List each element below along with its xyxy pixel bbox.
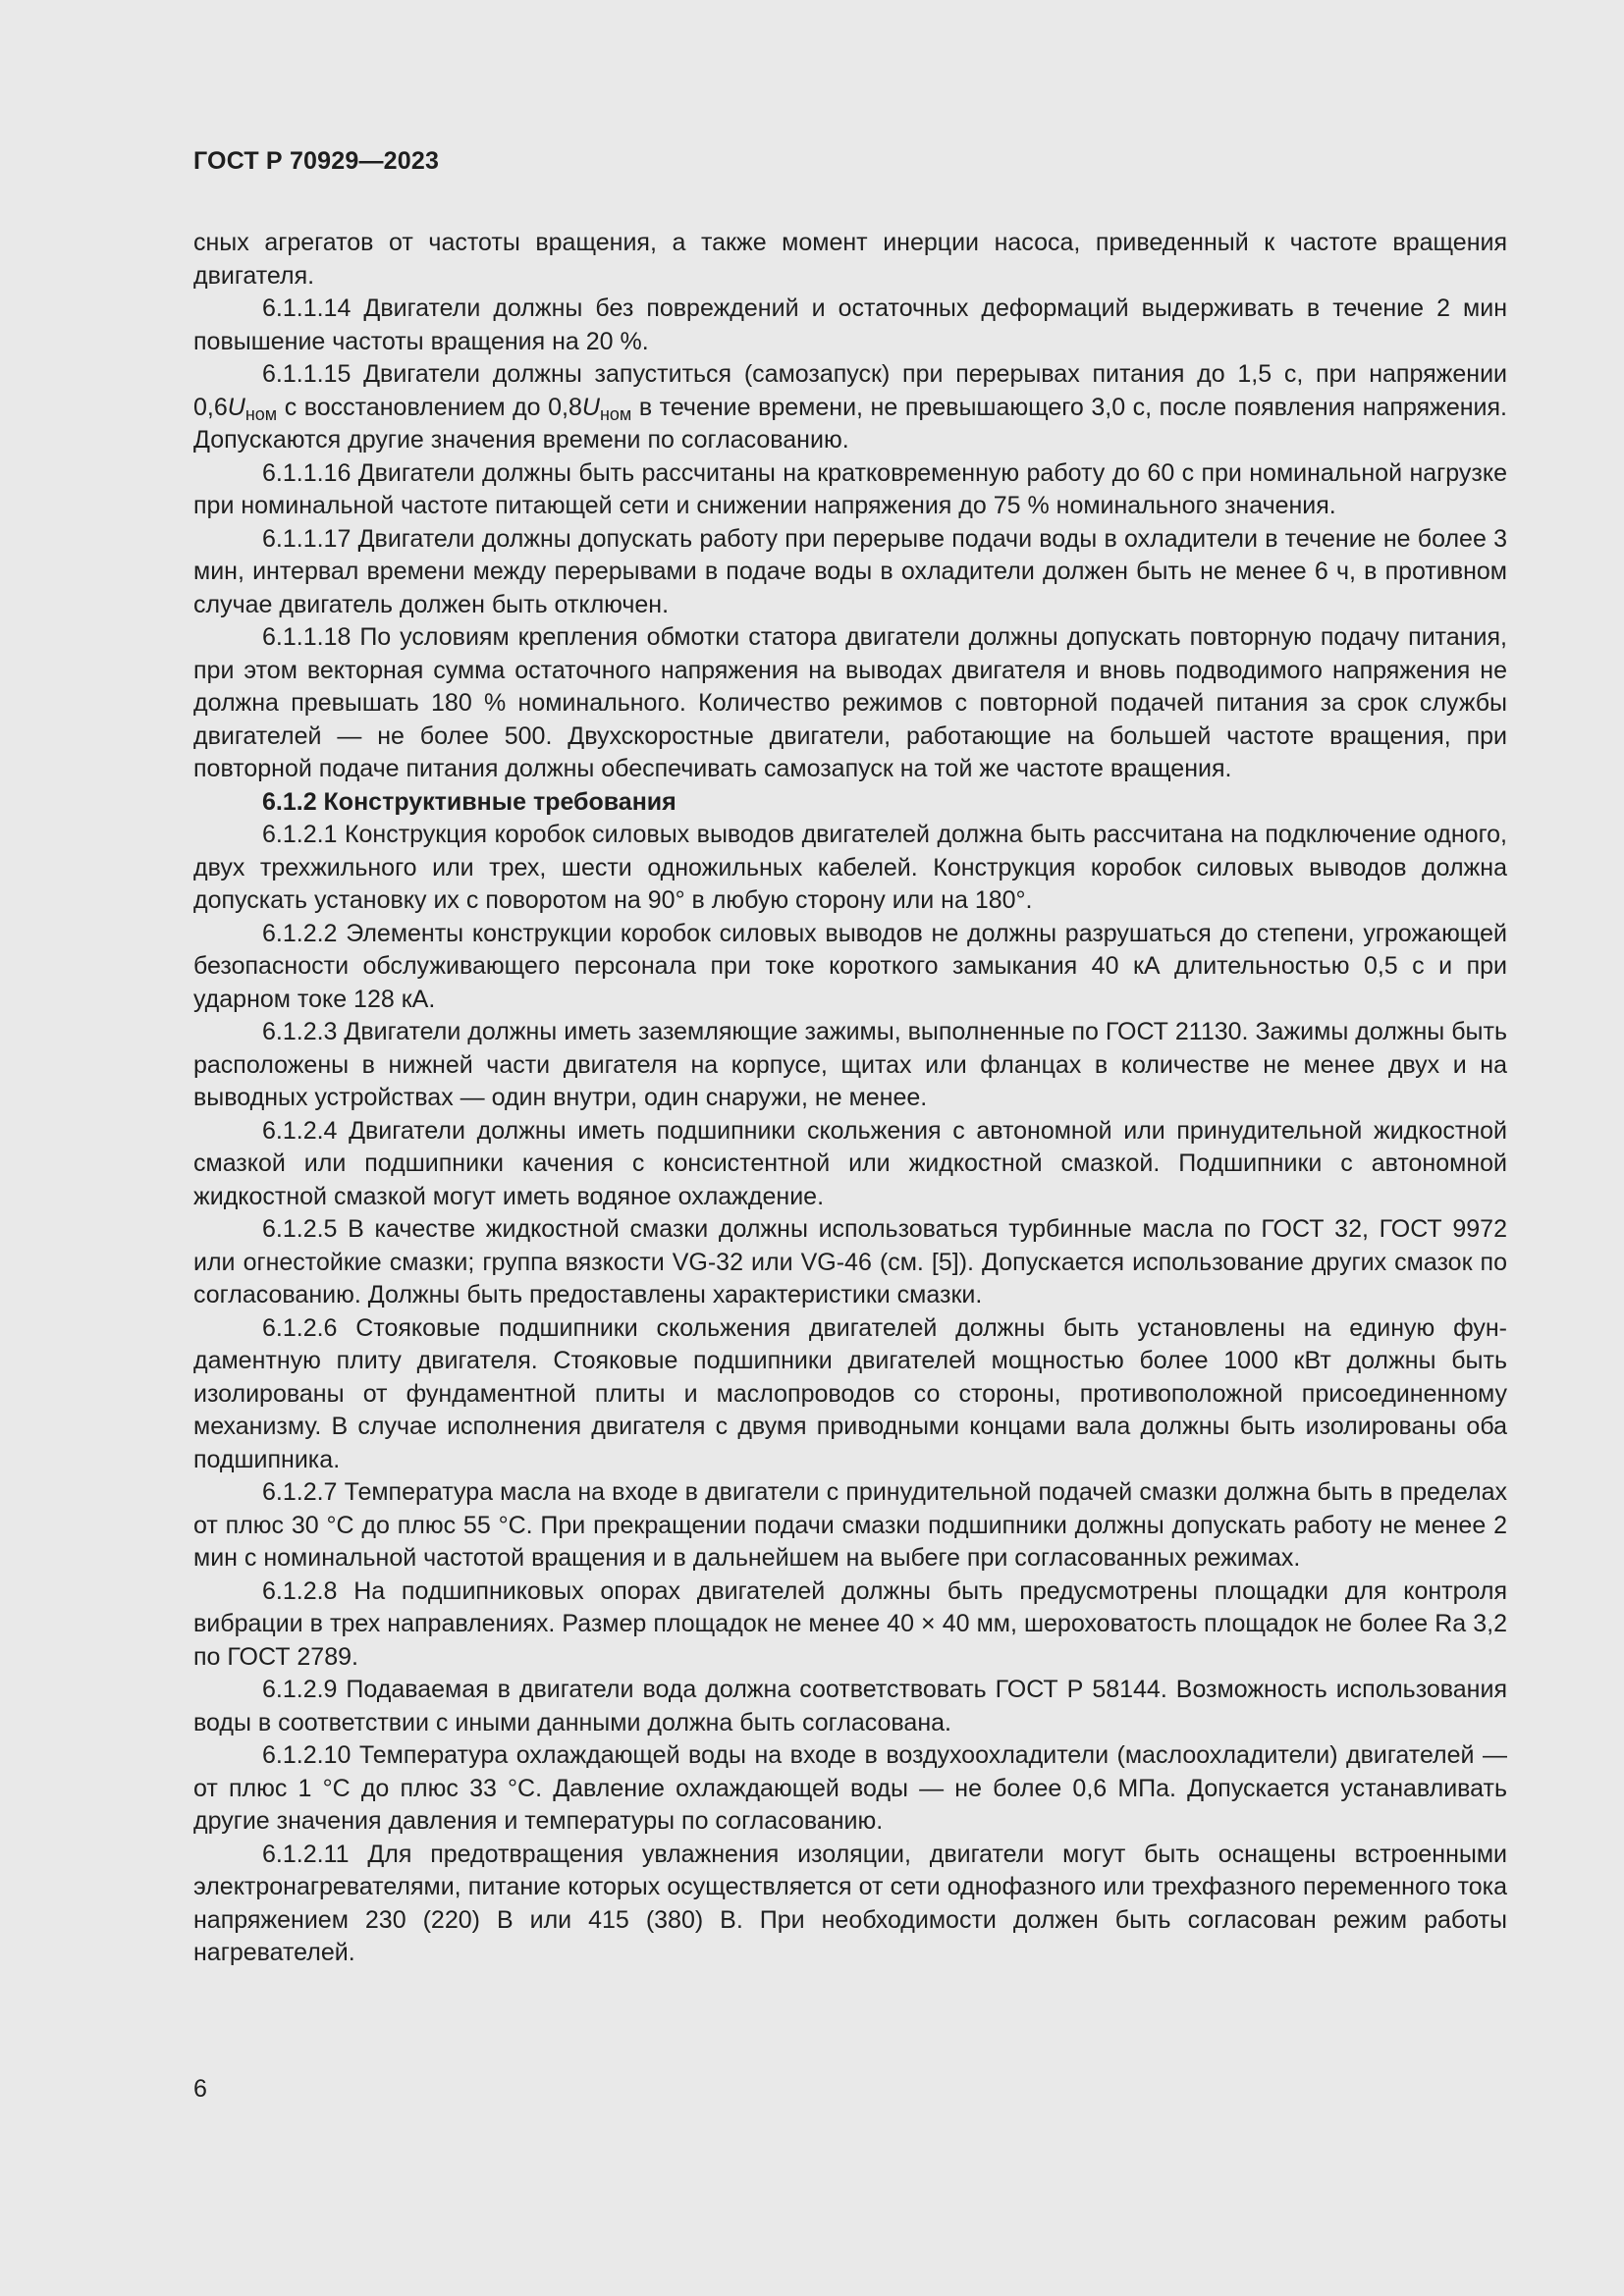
- paragraph-6-1-2-9: 6.1.2.9 Подаваемая в двигатели вода должна соответствовать ГОСТ Р 58144. Возможность использования воды в соответствии с иными данными должна быть согласована.: [193, 1676, 1507, 1736]
- section-heading-6-1-2: 6.1.2 Конструктивные требования: [262, 787, 677, 816]
- paragraph-6-1-2-1: 6.1.2.1 Конструкция коробок силовых выводов двигателей должна быть рассчитана на подключение одного, двух трехжильного или трех, шести одножильных кабелей. Конструкция коробок силовых выводов должна допускать установку их с поворотом на 90° в любую сторону или на 180°.: [193, 821, 1507, 914]
- paragraph-6-1-2-3: 6.1.2.3 Двигатели должны иметь заземляющие зажимы, выполненные по ГОСТ 21130. Зажимы должны быть расположены в нижней части двигателя на корпусе, щитах или фланцах в количестве не менее двух и на выводных устройствах — один внутри, один снаружи, не менее.: [193, 1018, 1507, 1111]
- voltage-symbol: U: [581, 393, 600, 421]
- paragraph-6-1-2-4: 6.1.2.4 Двигатели должны иметь подшипники скольжения с автономной или принудительной жидкостной смазкой или подшипники качения с консистентной или жидкостной смазкой. Подшипники с автономной жидкостной смазкой могут иметь водяное охлаждение.: [193, 1116, 1507, 1210]
- voltage-subscript: ном: [244, 403, 278, 424]
- paragraph-text: с восстановлением до 0,8: [277, 393, 582, 421]
- paragraph-6-1-1-14: 6.1.1.14 Двигатели должны без повреждений и остаточных деформаций выдерживать в течение 2 мин повышение частоты вращения на 20 %.: [193, 294, 1507, 355]
- document-header: ГОСТ Р 70929—2023: [193, 147, 440, 175]
- paragraph-6-1-1-15: [193, 358, 1507, 457]
- voltage-symbol: U: [227, 393, 245, 421]
- paragraph-6-1-1-17: 6.1.1.17 Двигатели должны допускать работу при перерыве подачи воды в охладители в течение не более 3 мин, интервал времени между перерывами в подаче воды в охладители должен быть не менее 6 ч, в противном случае двигатель должен быть отключен.: [193, 524, 1507, 618]
- paragraph-continuation: сных агрегатов от частоты вращения, а также момент инерции насоса, приведенный к частоте вращения двигателя.: [193, 229, 1507, 290]
- paragraph-6-1-2-6: 6.1.2.6 Стояковые подшипники скольжения двигателей должны быть установлены на единую фундаментную плиту двигателя. Стояковые подшипники двигателей мощностью более 1000 кВт должны быть изолированы от фундаментной плиты и маслопроводов со стороны, противоположной присоединенному механизму. В случае исполнения двигателя с двумя приводными концами вала должны быть изолированы оба подшипника.: [193, 1313, 1507, 1473]
- paragraph-6-1-2-8: 6.1.2.8 На подшипниковых опорах двигателей должны быть предусмотрены площадки для контроля вибрации в трех направлениях. Размер площадок не менее 40 × 40 мм, шероховатость площадок не более Ra 3,2 по ГОСТ 2789.: [193, 1576, 1507, 1671]
- paragraph-6-1-2-7: 6.1.2.7 Температура масла на входе в двигатели с принудительной подачей смазки должна быть в пределах от плюс 30 °С до плюс 55 °С. При прекращении подачи смазки подшипники должны допускать работу не менее 2 мин с номинальной частотой вращения и в дальнейшем на выбеге при согласованных режимах.: [193, 1478, 1507, 1572]
- document-body: [193, 227, 1507, 1970]
- paragraph-6-1-2-5: 6.1.2.5 В качестве жидкостной смазки должны использоваться турбинные масла по ГОСТ 32, ГОСТ 9972 или огнестойкие смазки; группа вязкости VG-32 или VG-46 (см. [5]). Допускается использование других смазок по согласованию. Должны быть предоставлены характеристики смазки.: [193, 1215, 1507, 1308]
- paragraph-6-1-1-18: 6.1.1.18 По условиям крепления обмотки статора двигатели должны допускать повторную подачу питания, при этом векторная сумма остаточного напряжения на выводах двигателя и вновь подводимого напряжения не должна превышать 180 % номинального. Количество режимов с повторной подачей питания за срок службы двигателей — не более 500. Двухскоростные двигатели, работающие на большей частоте вращения, при повторной подаче питания должны обеспечивать самозапуск на той же частоте вращения.: [193, 623, 1507, 782]
- paragraph-6-1-2-10: 6.1.2.10 Температура охлаждающей воды на входе в воздухоохладители (маслоохладители) двигателей — от плюс 1 °С до плюс 33 °С. Давление охлаждающей воды — не более 0,6 МПа. Допускается устанавливать другие значения давления и температуры по согласованию.: [193, 1741, 1507, 1835]
- paragraph-text: в течение времени, не превышающего 3,0 с, после появления напряжения. Допускаются другие значения времени по согласованию.: [193, 393, 1507, 454]
- paragraph-6-1-2-11: 6.1.2.11 Для предотвращения увлажнения изоляции, двигатели могут быть оснащены встроенными электронагревателями, питание которых осуществляется от сети однофазного или трехфазного переменного тока напряжением 230 (220) В или 415 (380) В. При необходимости должен быть согласован режим работы нагревателей.: [193, 1840, 1507, 1966]
- paragraph-6-1-2-2: 6.1.2.2 Элементы конструкции коробок силовых выводов не должны разрушаться до степени, угрожающей безопасности обслуживающего персонала при токе короткого замыкания 40 кА длительностью 0,5 с и при ударном токе 128 кА.: [193, 919, 1507, 1013]
- page-number: 6: [193, 2075, 207, 2103]
- voltage-subscript: ном: [599, 403, 632, 424]
- paragraph-6-1-1-16: 6.1.1.16 Двигатели должны быть рассчитаны на кратковременную работу до 60 с при номинальной нагрузке при номинальной частоте питающей сети и снижении напряжения до 75 % номинального значения.: [193, 458, 1507, 519]
- paragraph-text: 6.1.1.15 Двигатели должны запуститься (самозапуск) при перерывах питания до 1,5 с, при напряжении 0,6: [193, 360, 1507, 421]
